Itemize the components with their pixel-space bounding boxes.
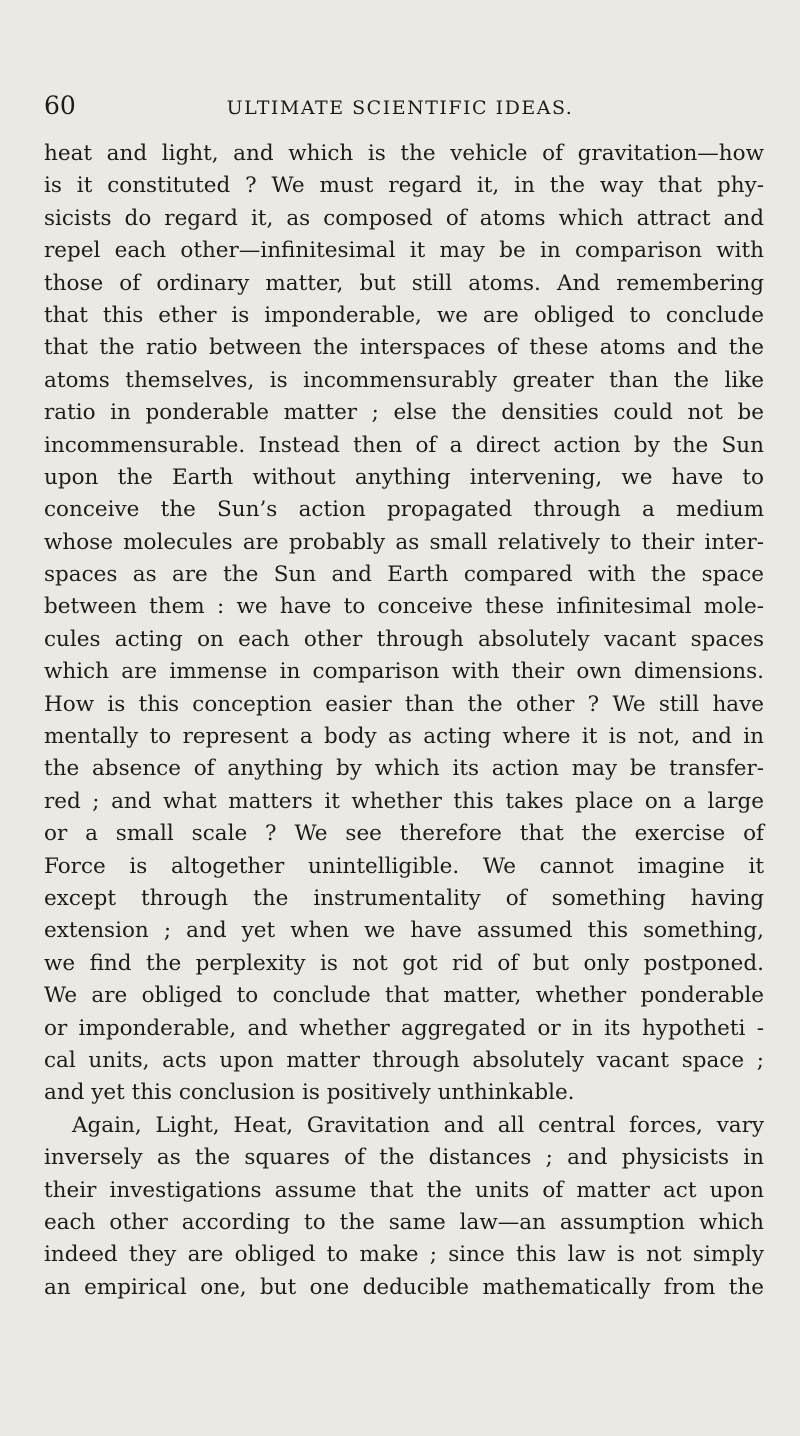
text-line: those of ordinary matter, but still atoms. And remembering [44, 270, 764, 296]
text-line: How is this conception easier than the other ? We still have [44, 691, 764, 717]
text-line: whose molecules are probably as small relatively to their inter- [44, 529, 764, 555]
text-line: each other according to the same law—an assumption which [44, 1209, 764, 1235]
text-line: upon the Earth without anything intervening, we have to [44, 464, 764, 490]
text-line: heat and light, and which is the vehicle of gravitation—how [44, 141, 764, 166]
text-line: atoms themselves, is incommensurably greater than the like [44, 367, 764, 393]
page-number: 60 [44, 91, 76, 120]
text-line: repel each other—infinitesimal it may be in comparison with [44, 238, 764, 264]
text-line: we find the perplexity is not got rid of but only postponed. [44, 950, 764, 976]
text-line: except through the instrumentality of something having [44, 885, 764, 911]
text-line: ratio in ponderable matter ; else the densities could not be [44, 400, 764, 426]
text-line: indeed they are obliged to make ; since this law is not simply [44, 1242, 764, 1268]
text-line: the absence of anything by which its action may be transfer- [44, 756, 764, 782]
body-text [44, 138, 764, 1304]
text-line: sicists do regard it, as composed of atoms which attract and [44, 205, 764, 231]
text-line: or imponderable, and whether aggregated or in its hypotheti - [44, 1015, 764, 1041]
text-line: inversely as the squares of the distances ; and physicists in [44, 1145, 764, 1171]
text-line: mentally to represent a body as acting where it is not, and in [44, 724, 764, 750]
text-line: that the ratio between the interspaces of these atoms and the [44, 335, 764, 361]
page-header [0, 88, 800, 124]
text-line: is it constituted ? We must regard it, in the way that phy- [44, 173, 764, 199]
text-line: an empirical one, but one deducible mathematically from the [44, 1274, 764, 1300]
text-line: between them : we have to conceive these infinitesimal mole- [44, 594, 764, 620]
text-line: cules acting on each other through absolutely vacant spaces [44, 626, 764, 652]
text-line: their investigations assume that the units of matter act upon [44, 1177, 764, 1203]
text-line: that this ether is imponderable, we are obliged to conclude [44, 302, 764, 328]
text-line: Again, Light, Heat, Gravitation and all central forces, vary [72, 1112, 764, 1138]
text-line: conceive the Sun’s action propagated through a medium [44, 497, 764, 523]
text-line: cal units, acts upon matter through absolutely vacant space ; [44, 1047, 764, 1073]
text-line: red ; and what matters it whether this takes place on a large [44, 788, 764, 814]
text-line: which are immense in comparison with their own dimensions. [44, 659, 764, 685]
text-line: Force is altogether unintelligible. We cannot imagine it [44, 853, 764, 879]
text-line: or a small scale ? We see therefore that the exercise of [44, 821, 764, 847]
text-line: spaces as are the Sun and Earth compared with the space [44, 562, 764, 588]
text-line: incommensurable. Instead then of a direct action by the Sun [44, 432, 764, 458]
running-head: ULTIMATE SCIENTIFIC IDEAS. [226, 97, 574, 119]
text-line: We are obliged to conclude that matter, whether ponderable [44, 983, 764, 1009]
text-line: extension ; and yet when we have assumed this something, [44, 918, 764, 944]
text-line: and yet this conclusion is positively unthinkable. [44, 1080, 575, 1106]
